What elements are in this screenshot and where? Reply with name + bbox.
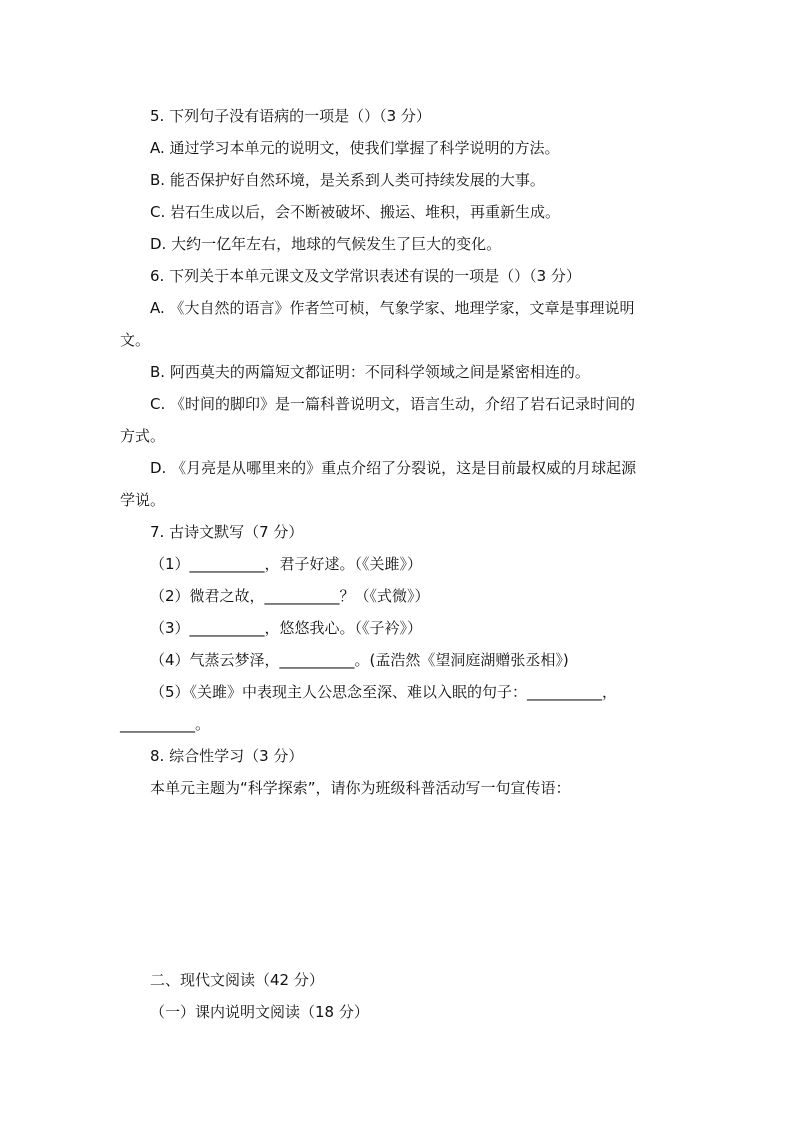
- q6-option-c-cont: 方式。: [120, 427, 166, 445]
- q7-item-4: （4）气蒸云梦泽，__________。(孟浩然《望洞庭湖赠张丞相》): [150, 651, 569, 669]
- q6-option-c: C. 《时间的脚印》是一篇科普说明文，语言生动，介绍了岩石记录时间的: [150, 395, 636, 413]
- q6-option-a-cont: 文。: [120, 331, 151, 349]
- q6-option-d: D. 《月亮是从哪里来的》重点介绍了分裂说，这是目前最权威的月球起源: [150, 459, 637, 477]
- q6-option-a: A. 《大自然的语言》作者竺可桢，气象学家、地理学家，文章是事理说明: [150, 299, 635, 317]
- q7-item-2: （2）微君之故，__________？（《式微》）: [150, 587, 430, 605]
- q6-option-d-cont: 学说。: [120, 491, 166, 509]
- section-2-title: 二、现代文阅读（42 分）: [150, 971, 324, 989]
- q5-option-d: D. 大约一亿年左右，地球的气候发生了巨大的变化。: [150, 235, 502, 253]
- section-2-subtitle: （一）课内说明文阅读（18 分）: [150, 1003, 369, 1021]
- q7-title: 7. 古诗文默写（7 分）: [150, 523, 304, 541]
- q8-title: 8. 综合性学习（3 分）: [150, 747, 304, 765]
- q5-option-c: C. 岩石生成以后，会不断被破坏、搬运、堆积，再重新生成。: [150, 203, 561, 221]
- q5-option-a: A. 通过学习本单元的说明文，使我们掌握了科学说明的方法。: [150, 139, 560, 157]
- q7-item-5: （5）《关雎》中表现主人公思念至深、难以入眠的句子：__________，: [150, 683, 618, 701]
- q5-option-b: B. 能否保护好自然环境，是关系到人类可持续发展的大事。: [150, 171, 545, 189]
- q7-item-3: （3）__________，悠悠我心。（《子衿》）: [150, 619, 423, 637]
- q6-title: 6. 下列关于本单元课文及文学常识表述有误的一项是（）（3 分）: [150, 267, 581, 285]
- q5-title: 5. 下列句子没有语病的一项是（）（3 分）: [150, 107, 431, 125]
- q7-item-5-cont: __________。: [120, 715, 211, 733]
- q7-item-1: （1）__________，君子好逑。（《关雎》）: [150, 555, 423, 573]
- q8-prompt: 本单元主题为“科学探索”，请你为班级科普活动写一句宣传语：: [150, 779, 571, 797]
- q6-option-b: B. 阿西莫夫的两篇短文都证明：不同科学领域之间是紧密相连的。: [150, 363, 590, 381]
